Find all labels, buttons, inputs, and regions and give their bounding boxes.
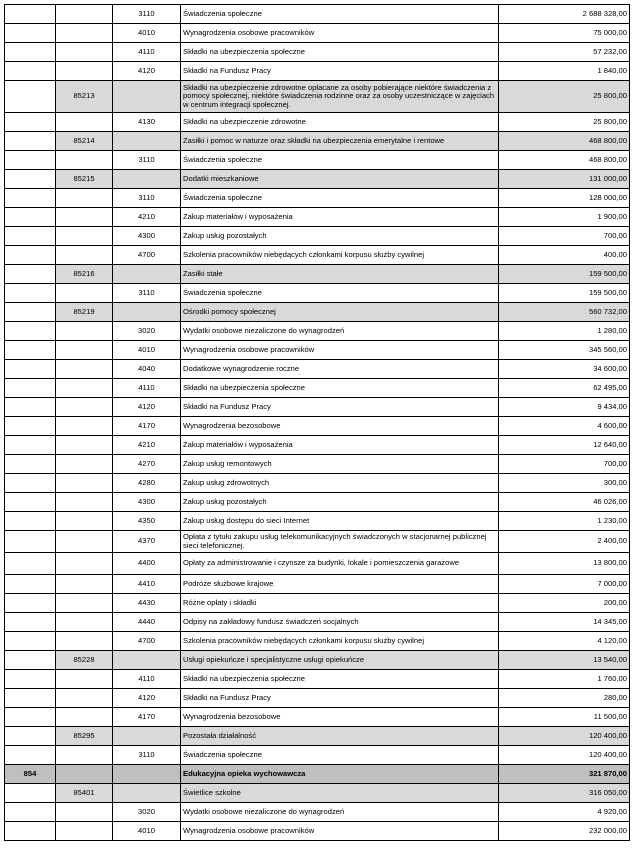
section-code-cell <box>5 398 56 417</box>
paragraph-code: 4010 <box>113 24 181 43</box>
paragraph-row <box>5 43 630 62</box>
item-amount: 321 870,00 <box>499 765 630 784</box>
section-code-cell <box>5 803 56 822</box>
paragraph-row <box>5 151 630 170</box>
item-name: Składki na ubezpieczenia społeczne <box>181 43 499 62</box>
chapter-code: 85228 <box>56 651 113 670</box>
section-code-cell <box>5 670 56 689</box>
section-code-cell <box>5 553 56 575</box>
paragraph-code: 4350 <box>113 512 181 531</box>
chapter-code-cell <box>56 803 113 822</box>
chapter-code: 85213 <box>56 81 113 113</box>
chapter-code: 85295 <box>56 727 113 746</box>
item-amount: 1 900,00 <box>499 208 630 227</box>
item-amount: 12 640,00 <box>499 436 630 455</box>
section-code-cell <box>5 81 56 113</box>
item-amount: 13 800,00 <box>499 553 630 575</box>
item-amount: 232 000,00 <box>499 822 630 841</box>
chapter-code-cell <box>56 575 113 594</box>
paragraph-row <box>5 708 630 727</box>
paragraph-row <box>5 62 630 81</box>
paragraph-row <box>5 575 630 594</box>
paragraph-row <box>5 512 630 531</box>
item-amount: 316 050,00 <box>499 784 630 803</box>
section-code-cell <box>5 24 56 43</box>
paragraph-code: 4130 <box>113 113 181 132</box>
chapter-code-cell <box>56 613 113 632</box>
section-code-cell <box>5 632 56 651</box>
paragraph-code: 4280 <box>113 474 181 493</box>
item-amount: 1 760,00 <box>499 670 630 689</box>
chapter-code-cell <box>56 689 113 708</box>
item-name: Opłata z tytułu zakupu usług telekomunikacyjnych świadczonych w stacjonarnej publicznej sieci telefonicznej. <box>181 531 499 553</box>
section-code: 854 <box>5 765 56 784</box>
item-amount: 700,00 <box>499 227 630 246</box>
item-amount: 131 000,00 <box>499 170 630 189</box>
paragraph-row <box>5 24 630 43</box>
section-code-cell <box>5 594 56 613</box>
section-code-cell <box>5 417 56 436</box>
paragraph-row <box>5 246 630 265</box>
item-amount: 120 400,00 <box>499 727 630 746</box>
item-name: Składki na ubezpieczenie zdrowotne opłacane za osoby pobierające niektóre świadczenia z pomocy społecznej, niektóre świadczenia rodzinne oraz za osoby uczestniczące w zajęciach w centrum integracji społecznej. <box>181 81 499 113</box>
paragraph-code: 4170 <box>113 708 181 727</box>
paragraph-code: 3020 <box>113 322 181 341</box>
item-name: Składki na ubezpieczenie zdrowotne <box>181 113 499 132</box>
item-name: Składki na Fundusz Pracy <box>181 398 499 417</box>
paragraph-row <box>5 189 630 208</box>
chapter-code-cell <box>56 227 113 246</box>
chapter-code-cell <box>56 746 113 765</box>
paragraph-code: 4110 <box>113 379 181 398</box>
item-amount: 75 000,00 <box>499 24 630 43</box>
paragraph-code-cell <box>113 81 181 113</box>
paragraph-row <box>5 455 630 474</box>
paragraph-row <box>5 113 630 132</box>
chapter-row <box>5 727 630 746</box>
paragraph-row <box>5 594 630 613</box>
chapter-row <box>5 651 630 670</box>
chapter-code-cell <box>56 553 113 575</box>
item-amount: 13 540,00 <box>499 651 630 670</box>
paragraph-code: 3110 <box>113 746 181 765</box>
chapter-code-cell <box>56 670 113 689</box>
item-name: Zasiłki i pomoc w naturze oraz składki na ubezpieczenia emerytalne i rentowe <box>181 132 499 151</box>
item-name: Świadczenia społeczne <box>181 151 499 170</box>
section-code-cell <box>5 151 56 170</box>
section-code-cell <box>5 5 56 24</box>
paragraph-row <box>5 360 630 379</box>
paragraph-code: 4300 <box>113 493 181 512</box>
paragraph-code-cell <box>113 132 181 151</box>
item-name: Wynagrodzenia bezosobowe <box>181 708 499 727</box>
item-name: Zakup usług zdrowotnych <box>181 474 499 493</box>
chapter-code-cell <box>56 113 113 132</box>
paragraph-code: 4410 <box>113 575 181 594</box>
paragraph-row <box>5 474 630 493</box>
chapter-code-cell <box>56 822 113 841</box>
item-name: Różne opłaty i składki <box>181 594 499 613</box>
section-code-cell <box>5 341 56 360</box>
chapter-code: 85215 <box>56 170 113 189</box>
chapter-code-cell <box>56 417 113 436</box>
chapter-code: 85216 <box>56 265 113 284</box>
chapter-row <box>5 81 630 113</box>
section-code-cell <box>5 208 56 227</box>
section-code-cell <box>5 436 56 455</box>
item-amount: 1 840,00 <box>499 62 630 81</box>
chapter-row <box>5 132 630 151</box>
section-code-cell <box>5 265 56 284</box>
item-amount: 345 560,00 <box>499 341 630 360</box>
paragraph-code: 4210 <box>113 208 181 227</box>
item-amount: 11 500,00 <box>499 708 630 727</box>
section-code-cell <box>5 455 56 474</box>
item-amount: 14 345,00 <box>499 613 630 632</box>
paragraph-row <box>5 227 630 246</box>
paragraph-row <box>5 5 630 24</box>
item-amount: 25 800,00 <box>499 113 630 132</box>
paragraph-row <box>5 284 630 303</box>
paragraph-code: 3110 <box>113 284 181 303</box>
item-amount: 2 688 328,00 <box>499 5 630 24</box>
item-amount: 57 232,00 <box>499 43 630 62</box>
paragraph-code: 4210 <box>113 436 181 455</box>
paragraph-code: 4110 <box>113 43 181 62</box>
chapter-code-cell <box>56 246 113 265</box>
section-code-cell <box>5 822 56 841</box>
item-amount: 9 434,00 <box>499 398 630 417</box>
item-name: Składki na ubezpieczenia społeczne <box>181 670 499 689</box>
paragraph-code: 4270 <box>113 455 181 474</box>
section-code-cell <box>5 474 56 493</box>
paragraph-row <box>5 493 630 512</box>
item-name: Zakup usług pozostałych <box>181 493 499 512</box>
paragraph-code: 4300 <box>113 227 181 246</box>
section-code-cell <box>5 708 56 727</box>
item-name: Wydatki osobowe niezaliczone do wynagrodzeń <box>181 322 499 341</box>
item-amount: 128 000,00 <box>499 189 630 208</box>
paragraph-row <box>5 803 630 822</box>
section-code-cell <box>5 727 56 746</box>
paragraph-row <box>5 531 630 553</box>
item-name: Wynagrodzenia osobowe pracowników <box>181 341 499 360</box>
item-amount: 4 120,00 <box>499 632 630 651</box>
item-amount: 1 230,00 <box>499 512 630 531</box>
item-amount: 560 732,00 <box>499 303 630 322</box>
chapter-code-cell <box>56 341 113 360</box>
paragraph-row <box>5 613 630 632</box>
item-name: Świadczenia społeczne <box>181 284 499 303</box>
paragraph-code: 4170 <box>113 417 181 436</box>
section-code-cell <box>5 303 56 322</box>
paragraph-code: 4430 <box>113 594 181 613</box>
item-name: Składki na ubezpieczenia społeczne <box>181 379 499 398</box>
chapter-code: 85401 <box>56 784 113 803</box>
item-amount: 4 920,00 <box>499 803 630 822</box>
section-code-cell <box>5 746 56 765</box>
item-name: Dodatkowe wynagrodzenie roczne <box>181 360 499 379</box>
paragraph-row <box>5 341 630 360</box>
paragraph-code: 4700 <box>113 246 181 265</box>
item-name: Wynagrodzenia bezosobowe <box>181 417 499 436</box>
item-name: Dodatki mieszkaniowe <box>181 170 499 189</box>
section-code-cell <box>5 189 56 208</box>
chapter-code-cell <box>56 151 113 170</box>
section-code-cell <box>5 493 56 512</box>
paragraph-row <box>5 746 630 765</box>
section-code-cell <box>5 512 56 531</box>
item-name: Składki na Fundusz Pracy <box>181 62 499 81</box>
item-amount: 280,00 <box>499 689 630 708</box>
paragraph-code: 4700 <box>113 632 181 651</box>
item-name: Zakup usług pozostałych <box>181 227 499 246</box>
item-name: Wynagrodzenia osobowe pracowników <box>181 822 499 841</box>
paragraph-code: 3110 <box>113 5 181 24</box>
chapter-code-cell <box>56 512 113 531</box>
section-code-cell <box>5 246 56 265</box>
chapter-code-cell <box>56 24 113 43</box>
item-amount: 468 800,00 <box>499 151 630 170</box>
chapter-row <box>5 784 630 803</box>
chapter-code-cell <box>56 189 113 208</box>
paragraph-code: 3110 <box>113 189 181 208</box>
chapter-code-cell <box>56 455 113 474</box>
chapter-code-cell <box>56 531 113 553</box>
paragraph-code-cell <box>113 765 181 784</box>
item-amount: 200,00 <box>499 594 630 613</box>
item-amount: 7 000,00 <box>499 575 630 594</box>
chapter-row <box>5 170 630 189</box>
item-amount: 159 500,00 <box>499 265 630 284</box>
section-code-cell <box>5 43 56 62</box>
section-code-cell <box>5 784 56 803</box>
chapter-code-cell <box>56 493 113 512</box>
item-name: Podróże służbowe krajowe <box>181 575 499 594</box>
item-amount: 4 600,00 <box>499 417 630 436</box>
section-code-cell <box>5 613 56 632</box>
paragraph-code: 4120 <box>113 398 181 417</box>
paragraph-code: 4120 <box>113 689 181 708</box>
item-amount: 2 400,00 <box>499 531 630 553</box>
item-amount: 1 280,00 <box>499 322 630 341</box>
item-name: Edukacyjna opieka wychowawcza <box>181 765 499 784</box>
paragraph-row <box>5 417 630 436</box>
chapter-code: 85214 <box>56 132 113 151</box>
chapter-code-cell <box>56 708 113 727</box>
item-name: Świetlice szkolne <box>181 784 499 803</box>
item-name: Wynagrodzenia osobowe pracowników <box>181 24 499 43</box>
chapter-row <box>5 265 630 284</box>
chapter-code-cell <box>56 208 113 227</box>
paragraph-code: 4370 <box>113 531 181 553</box>
paragraph-code: 4110 <box>113 670 181 689</box>
paragraph-row <box>5 632 630 651</box>
item-name: Świadczenia społeczne <box>181 189 499 208</box>
section-row <box>5 765 630 784</box>
chapter-code-cell <box>56 62 113 81</box>
item-amount: 400,00 <box>499 246 630 265</box>
paragraph-code: 4010 <box>113 822 181 841</box>
chapter-code-cell <box>56 765 113 784</box>
paragraph-row <box>5 436 630 455</box>
item-name: Szkolenia pracowników niebędących członkami korpusu służby cywilnej <box>181 632 499 651</box>
section-code-cell <box>5 379 56 398</box>
item-amount: 46 026,00 <box>499 493 630 512</box>
section-code-cell <box>5 62 56 81</box>
chapter-code-cell <box>56 474 113 493</box>
paragraph-row <box>5 208 630 227</box>
item-name: Opłaty za administrowanie i czynsze za budynki, lokale i pomieszczenia garażowe <box>181 553 499 575</box>
paragraph-code-cell <box>113 784 181 803</box>
item-amount: 62 495,00 <box>499 379 630 398</box>
paragraph-code-cell <box>113 303 181 322</box>
paragraph-code: 3020 <box>113 803 181 822</box>
chapter-code-cell <box>56 632 113 651</box>
paragraph-code-cell <box>113 727 181 746</box>
paragraph-row <box>5 822 630 841</box>
section-code-cell <box>5 531 56 553</box>
section-code-cell <box>5 170 56 189</box>
item-amount: 25 800,00 <box>499 81 630 113</box>
item-amount: 159 500,00 <box>499 284 630 303</box>
chapter-code-cell <box>56 43 113 62</box>
chapter-code-cell <box>56 379 113 398</box>
chapter-code-cell <box>56 398 113 417</box>
section-code-cell <box>5 227 56 246</box>
item-name: Świadczenia społeczne <box>181 5 499 24</box>
section-code-cell <box>5 651 56 670</box>
chapter-code-cell <box>56 594 113 613</box>
item-name: Szkolenia pracowników niebędących członkami korpusu służby cywilnej <box>181 246 499 265</box>
item-amount: 468 800,00 <box>499 132 630 151</box>
item-name: Ośrodki pomocy społecznej <box>181 303 499 322</box>
paragraph-row <box>5 379 630 398</box>
paragraph-code: 4040 <box>113 360 181 379</box>
item-amount: 300,00 <box>499 474 630 493</box>
item-name: Zakup usług remontowych <box>181 455 499 474</box>
item-amount: 34 600,00 <box>499 360 630 379</box>
item-name: Świadczenia społeczne <box>181 746 499 765</box>
paragraph-code-cell <box>113 170 181 189</box>
section-code-cell <box>5 689 56 708</box>
item-name: Zakup materiałów i wyposażenia <box>181 436 499 455</box>
section-code-cell <box>5 132 56 151</box>
paragraph-row <box>5 670 630 689</box>
item-name: Odpisy na zakładowy fundusz świadczeń socjalnych <box>181 613 499 632</box>
paragraph-code: 4010 <box>113 341 181 360</box>
item-name: Usługi opiekuńcze i specjalistyczne usługi opiekuńcze <box>181 651 499 670</box>
chapter-code-cell <box>56 5 113 24</box>
paragraph-code: 4400 <box>113 553 181 575</box>
chapter-row <box>5 303 630 322</box>
chapter-code-cell <box>56 322 113 341</box>
chapter-code-cell <box>56 360 113 379</box>
item-name: Pozostała działalność <box>181 727 499 746</box>
paragraph-code: 3110 <box>113 151 181 170</box>
item-name: Zasiłki stałe <box>181 265 499 284</box>
paragraph-row <box>5 689 630 708</box>
item-name: Zakup usług dostępu do sieci Internet <box>181 512 499 531</box>
item-name: Zakup materiałów i wyposażenia <box>181 208 499 227</box>
section-code-cell <box>5 113 56 132</box>
chapter-code-cell <box>56 284 113 303</box>
budget-table <box>4 4 630 841</box>
section-code-cell <box>5 575 56 594</box>
item-name: Składki na Fundusz Pracy <box>181 689 499 708</box>
chapter-code: 85219 <box>56 303 113 322</box>
section-code-cell <box>5 284 56 303</box>
item-amount: 700,00 <box>499 455 630 474</box>
item-name: Wydatki osobowe niezaliczone do wynagrodzeń <box>181 803 499 822</box>
paragraph-row <box>5 398 630 417</box>
chapter-code-cell <box>56 436 113 455</box>
paragraph-row <box>5 322 630 341</box>
paragraph-code-cell <box>113 651 181 670</box>
item-amount: 120 400,00 <box>499 746 630 765</box>
paragraph-code: 4440 <box>113 613 181 632</box>
paragraph-code-cell <box>113 265 181 284</box>
paragraph-code: 4120 <box>113 62 181 81</box>
section-code-cell <box>5 322 56 341</box>
paragraph-row <box>5 553 630 575</box>
section-code-cell <box>5 360 56 379</box>
